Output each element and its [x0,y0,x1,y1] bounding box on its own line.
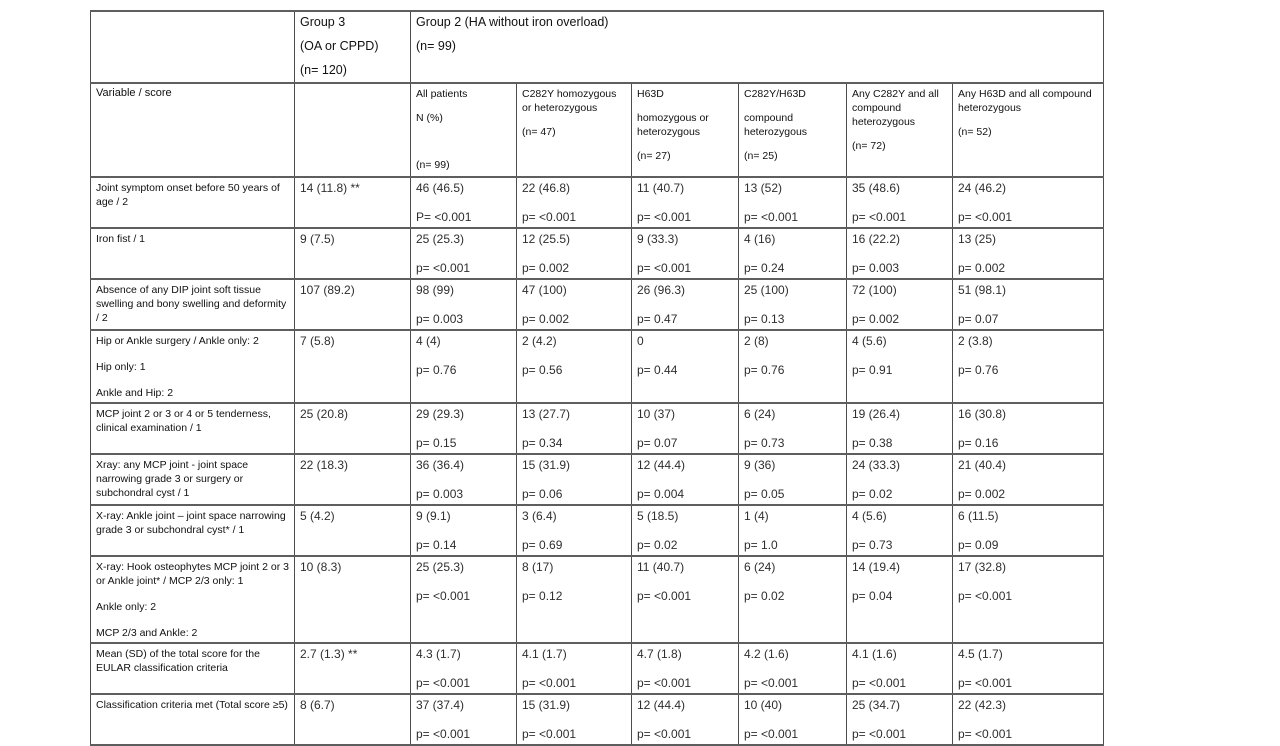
cell-pvalue: p= 0.07 [637,436,678,450]
data-cell [953,556,1104,643]
data-cell [847,403,953,454]
cell-value: 25 (34.7) [852,698,901,712]
data-cell [953,694,1104,745]
cell-pvalue: p= 0.02 [637,538,678,552]
cell-value: 2 (8) [744,334,769,348]
cell-value: 14 (19.4) [852,560,901,574]
data-cell [847,694,953,745]
data-cell [632,403,739,454]
cell-pvalue: p= <0.001 [637,676,692,690]
cell-value: 4.7 (1.8) [637,647,682,661]
data-cell [295,505,411,556]
cell-value: 19 (26.4) [852,407,901,421]
cell-value: 5 (4.2) [300,509,335,523]
data-cell [517,454,632,505]
cell-value: 4 (5.6) [852,334,887,348]
cell-value: 12 (44.4) [637,458,686,472]
data-cell [295,279,411,330]
cell-pvalue: p= <0.001 [522,727,577,741]
row-label-text: Xray: any MCP joint - joint space narrowing grade 3 or surgery or subchondral cyst / 1 [96,459,249,499]
data-cell [847,228,953,279]
cell-pvalue: p= 0.76 [416,363,457,377]
cell-value: 107 (89.2) [300,283,355,297]
cell-value: 10 (40) [744,698,783,712]
cell-pvalue: p= <0.001 [637,589,692,603]
header-row-subcolumns [91,83,1104,177]
cell-value: 25 (20.8) [300,407,349,421]
column-header [739,83,847,177]
cell-pvalue: p= <0.001 [416,676,471,690]
cell-value: 8 (17) [522,560,554,574]
data-cell [411,556,517,643]
data-cell [953,454,1104,505]
data-cell [517,556,632,643]
cell-value: 16 (22.2) [852,232,901,246]
data-cell [295,454,411,505]
row-label [91,454,295,505]
cell-value: 35 (48.6) [852,181,901,195]
cell-value: 15 (31.9) [522,698,571,712]
row-label [91,403,295,454]
cell-value: 9 (33.3) [637,232,679,246]
data-cell [847,505,953,556]
table-row [91,330,1104,403]
data-cell [411,403,517,454]
data-cell [739,505,847,556]
cell-value: 72 (100) [852,283,897,297]
group3-header [295,11,411,83]
cell-pvalue: p= 0.38 [852,436,893,450]
data-cell [517,694,632,745]
cell-value: 16 (30.8) [958,407,1007,421]
column-header-text: All patients N (%) (n= 99) [416,88,468,171]
cell-value: 22 (18.3) [300,458,349,472]
row-label-text: Joint symptom onset before 50 years of age / 2 [96,182,280,208]
row-label [91,177,295,228]
column-header [632,83,739,177]
cell-value: 21 (40.4) [958,458,1007,472]
data-cell [295,228,411,279]
data-cell [295,403,411,454]
data-cell [411,228,517,279]
data-cell [295,330,411,403]
cell-value: 9 (9.1) [416,509,451,523]
data-cell [517,177,632,228]
cell-value: 8 (6.7) [300,698,335,712]
cell-value: 0 [637,334,644,348]
cell-pvalue: p= 0.05 [744,487,785,501]
cell-pvalue: p= 0.69 [522,538,563,552]
data-cell [295,694,411,745]
cell-pvalue: p= 0.34 [522,436,563,450]
cell-value: 2 (4.2) [522,334,557,348]
cell-value: 4 (5.6) [852,509,887,523]
data-cell [953,505,1104,556]
cell-pvalue: p= 0.04 [852,589,893,603]
data-cell [953,403,1104,454]
cell-value: 37 (37.4) [416,698,465,712]
cell-value: 5 (18.5) [637,509,679,523]
data-cell [847,556,953,643]
row-label-text: MCP joint 2 or 3 or 4 or 5 tenderness, clinical examination / 1 [96,408,271,434]
cell-value: 4 (16) [744,232,776,246]
row-label [91,330,295,403]
group3-header-text: Group 3 (OA or CPPD) (n= 120) [300,15,379,77]
cell-pvalue: p= <0.001 [958,676,1013,690]
cell-value: 13 (52) [744,181,783,195]
cell-value: 24 (46.2) [958,181,1007,195]
cell-pvalue: p= 1.0 [744,538,778,552]
column-header [411,83,517,177]
data-cell [739,556,847,643]
cell-pvalue: p= 0.76 [958,363,999,377]
data-cell [953,177,1104,228]
row-label-text: Classification criteria met (Total score ≥5) [96,699,288,711]
data-cell [295,643,411,694]
data-cell [847,330,953,403]
cell-pvalue: p= 0.003 [852,261,900,275]
cell-pvalue: P= <0.001 [416,210,472,224]
table-row [91,643,1104,694]
data-cell [411,279,517,330]
data-cell [632,556,739,643]
data-cell [632,330,739,403]
data-cell [295,177,411,228]
data-cell [953,228,1104,279]
cell-value: 98 (99) [416,283,455,297]
data-cell [739,330,847,403]
column-header-text: C282Y homozygous or heterozygous (n= 47) [522,88,617,138]
cell-value: 22 (46.8) [522,181,571,195]
cell-pvalue: p= <0.001 [852,210,907,224]
cell-pvalue: p= <0.001 [958,727,1013,741]
cell-value: 25 (25.3) [416,232,465,246]
data-cell [517,228,632,279]
cell-pvalue: p= 0.73 [852,538,893,552]
column-header [847,83,953,177]
cell-value: 36 (36.4) [416,458,465,472]
cell-value: 7 (5.8) [300,334,335,348]
data-cell [411,694,517,745]
data-cell [739,454,847,505]
data-cell [517,403,632,454]
data-cell [847,177,953,228]
data-cell [739,694,847,745]
cell-value: 2.7 (1.3) ** [300,647,358,661]
cell-value: 10 (8.3) [300,560,342,574]
cell-value: 4 (4) [416,334,441,348]
row-label [91,556,295,643]
cell-pvalue: p= <0.001 [522,676,577,690]
data-cell [739,403,847,454]
data-cell [295,556,411,643]
cell-pvalue: p= 0.07 [958,312,999,326]
row-label [91,228,295,279]
cell-value: 4.1 (1.6) [852,647,897,661]
data-cell [632,228,739,279]
data-cell [517,643,632,694]
cell-value: 13 (27.7) [522,407,571,421]
cell-value: 14 (11.8) ** [300,181,360,195]
cell-pvalue: p= 0.76 [744,363,785,377]
table-row [91,505,1104,556]
data-cell [632,694,739,745]
data-cell [411,454,517,505]
row-label-text: Hip or Ankle surgery / Ankle only: 2 Hip only: 1 Ankle and Hip: 2 [96,335,259,399]
cell-pvalue: p= <0.001 [416,261,471,275]
table-row [91,279,1104,330]
eular-criteria-table [90,10,1104,746]
cell-pvalue: p= <0.001 [852,727,907,741]
cell-pvalue: p= <0.001 [416,589,471,603]
cell-pvalue: p= 0.12 [522,589,563,603]
cell-pvalue: p= 0.002 [522,261,570,275]
data-cell [517,279,632,330]
table-row [91,228,1104,279]
cell-value: 6 (24) [744,407,776,421]
table-row [91,556,1104,643]
cell-value: 46 (46.5) [416,181,465,195]
cell-pvalue: p= 0.24 [744,261,785,275]
row-label-text: X-ray: Hook osteophytes MCP joint 2 or 3 or Ankle joint* / MCP 2/3 only: 1 Ankle only: 2 MCP 2/3 and Ankle: 2 [96,561,289,639]
cell-pvalue: p= 0.002 [852,312,900,326]
data-cell [632,177,739,228]
cell-value: 1 (4) [744,509,769,523]
cell-pvalue: p= 0.02 [744,589,785,603]
variable-score-header [91,83,295,177]
data-cell [739,279,847,330]
table-body [91,177,1104,745]
cell-value: 24 (33.3) [852,458,901,472]
data-cell [847,279,953,330]
column-header-text: Any H63D and all compound heterozygous (n= 52) [958,88,1092,138]
cell-pvalue: p= <0.001 [852,676,907,690]
row-label-text: Absence of any DIP joint soft tissue swelling and bony swelling and deformity / 2 [96,284,287,324]
data-cell [739,228,847,279]
cell-pvalue: p= 0.02 [852,487,893,501]
cell-pvalue: p= <0.001 [744,676,799,690]
cell-pvalue: p= <0.001 [958,589,1013,603]
cell-pvalue: p= 0.09 [958,538,999,552]
data-cell [739,643,847,694]
row-label [91,694,295,745]
data-cell [739,177,847,228]
cell-value: 4.5 (1.7) [958,647,1003,661]
data-cell [953,279,1104,330]
corner-cell [91,11,295,83]
cell-value: 6 (24) [744,560,776,574]
column-header [953,83,1104,177]
cell-pvalue: p= 0.47 [637,312,678,326]
cell-value: 12 (44.4) [637,698,686,712]
cell-value: 11 (40.7) [637,181,685,195]
cell-pvalue: p= 0.56 [522,363,563,377]
table-row [91,454,1104,505]
cell-pvalue: p= 0.003 [416,487,464,501]
table-row [91,403,1104,454]
cell-value: 29 (29.3) [416,407,465,421]
cell-value: 4.2 (1.6) [744,647,789,661]
column-header [517,83,632,177]
data-cell [847,643,953,694]
cell-pvalue: p= <0.001 [637,727,692,741]
table-row [91,694,1104,745]
cell-pvalue: p= <0.001 [744,210,799,224]
cell-pvalue: p= 0.91 [852,363,893,377]
data-cell [411,177,517,228]
cell-pvalue: p= 0.06 [522,487,563,501]
column-header-text: Any C282Y and all compound heterozygous (n= 72) [852,88,939,152]
cell-pvalue: p= 0.002 [958,261,1006,275]
data-cell [517,505,632,556]
row-label-text: Iron fist / 1 [96,233,146,245]
row-label [91,279,295,330]
group2-header [411,11,1104,83]
group2-header-text: Group 2 (HA without iron overload) (n= 99) [416,15,609,53]
data-cell [411,505,517,556]
data-cell [411,643,517,694]
cell-pvalue: p= <0.001 [958,210,1013,224]
data-cell [517,330,632,403]
cell-value: 13 (25) [958,232,997,246]
row-label [91,643,295,694]
cell-pvalue: p= <0.001 [522,210,577,224]
cell-value: 9 (7.5) [300,232,335,246]
data-cell [632,643,739,694]
cell-value: 15 (31.9) [522,458,571,472]
row-label [91,505,295,556]
column-header-text: C282Y/H63D compound heterozygous (n= 25) [744,88,808,162]
cell-pvalue: p= 0.002 [958,487,1006,501]
cell-pvalue: p= 0.44 [637,363,678,377]
cell-pvalue: p= 0.14 [416,538,457,552]
table-row [91,177,1104,228]
header-row-groups [91,11,1104,83]
cell-value: 6 (11.5) [958,509,999,523]
cell-value: 10 (37) [637,407,676,421]
cell-value: 4.1 (1.7) [522,647,567,661]
cell-pvalue: p= 0.003 [416,312,464,326]
cell-pvalue: p= 0.004 [637,487,685,501]
cell-value: 12 (25.5) [522,232,571,246]
cell-pvalue: p= <0.001 [637,210,692,224]
row-label-text: X-ray: Ankle joint – joint space narrowing grade 3 or subchondral cyst* / 1 [96,510,286,536]
data-cell [411,330,517,403]
column-header-text: H63D homozygous or heterozygous (n= 27) [637,88,709,162]
cell-value: 25 (100) [744,283,789,297]
data-cell [632,454,739,505]
cell-value: 3 (6.4) [522,509,557,523]
data-cell [632,505,739,556]
cell-pvalue: p= 0.13 [744,312,785,326]
cell-pvalue: p= <0.001 [416,727,471,741]
cell-value: 47 (100) [522,283,567,297]
data-cell [953,330,1104,403]
cell-value: 26 (96.3) [637,283,686,297]
cell-value: 51 (98.1) [958,283,1007,297]
data-cell [632,279,739,330]
variable-score-label: Variable / score [96,87,172,99]
cell-value: 9 (36) [744,458,776,472]
cell-value: 17 (32.8) [958,560,1007,574]
cell-pvalue: p= <0.001 [637,261,692,275]
cell-value: 11 (40.7) [637,560,685,574]
data-cell [953,643,1104,694]
cell-value: 22 (42.3) [958,698,1007,712]
cell-pvalue: p= 0.15 [416,436,457,450]
cell-pvalue: p= 0.73 [744,436,785,450]
group3-blank-cell [295,83,411,177]
cell-value: 2 (3.8) [958,334,993,348]
data-cell [847,454,953,505]
cell-value: 25 (25.3) [416,560,465,574]
cell-pvalue: p= 0.002 [522,312,570,326]
cell-pvalue: p= 0.16 [958,436,999,450]
cell-value: 4.3 (1.7) [416,647,461,661]
row-label-text: Mean (SD) of the total score for the EULAR classification criteria [96,648,260,674]
cell-pvalue: p= <0.001 [744,727,799,741]
